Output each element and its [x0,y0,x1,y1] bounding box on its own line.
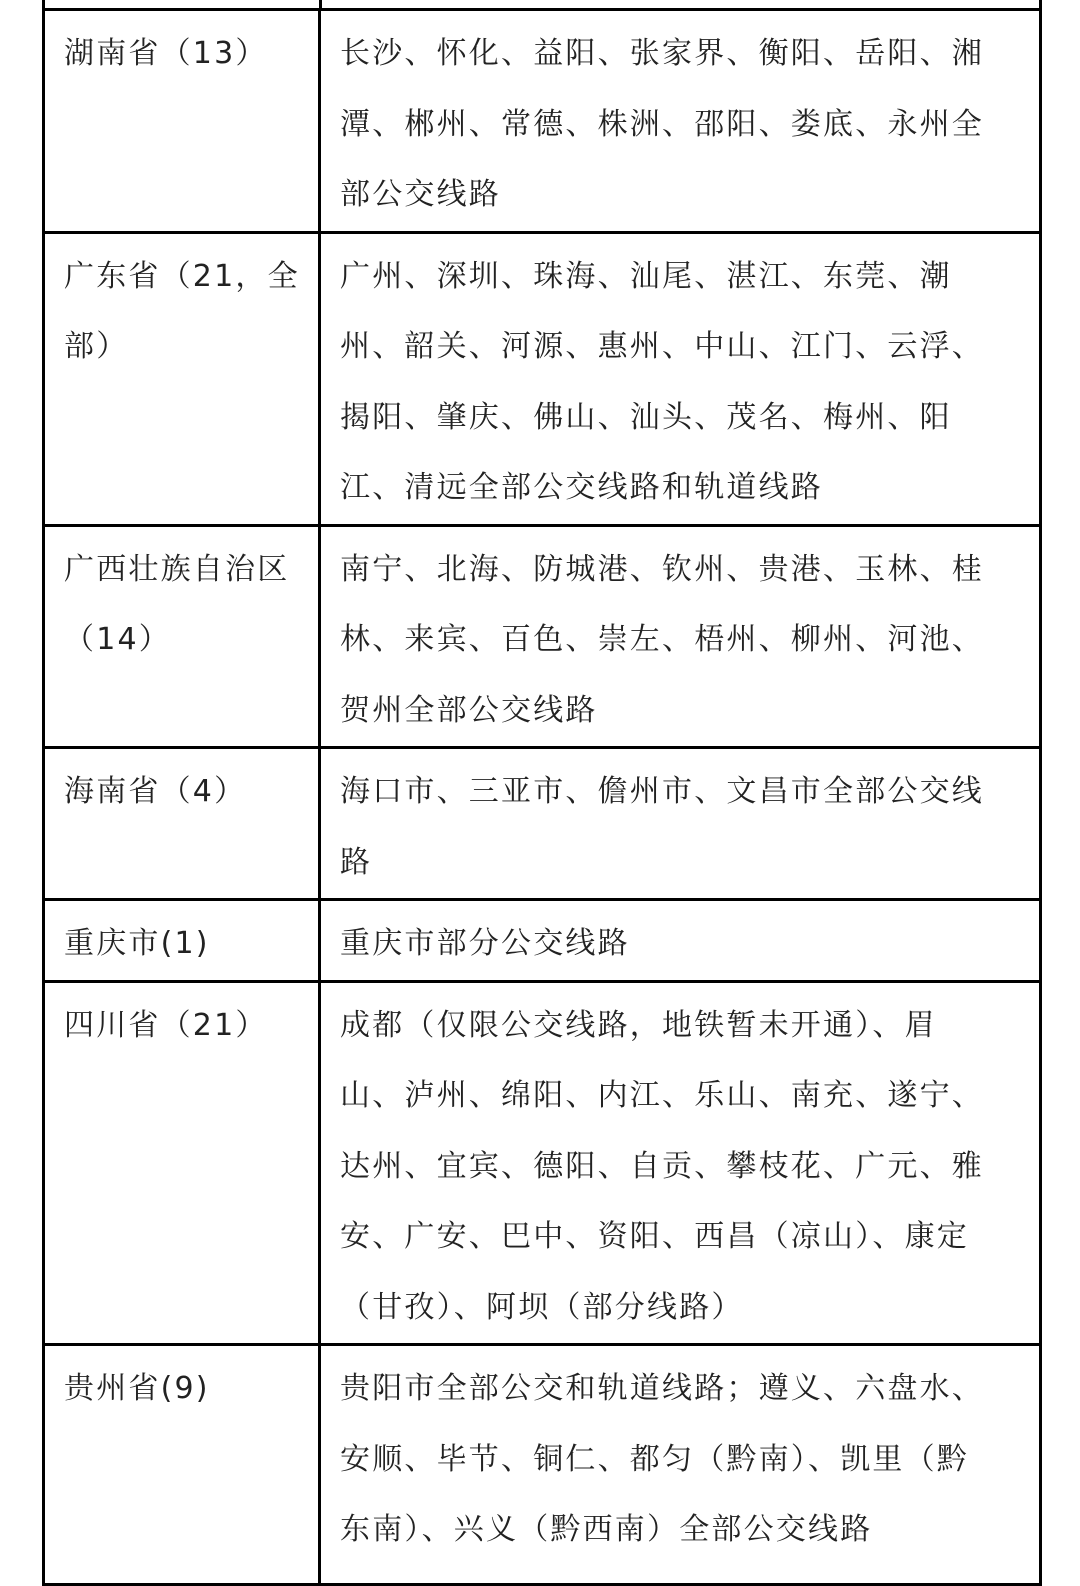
province-cell: 四川省（21） [44,981,320,1345]
province-cell: 广西壮族自治区（14） [44,525,320,748]
cities-cell: 南宁、北海、防城港、钦州、贵港、玉林、桂林、来宾、百色、崇左、梧州、柳州、河池、贺州全部公交线路 [320,525,1041,748]
cities-cell: 成都（仅限公交线路，地铁暂未开通）、眉山、泸州、绵阳、内江、乐山、南充、遂宁、达州、宜宾、德阳、自贡、攀枝花、广元、雅安、广安、巴中、资阳、西昌（凉山）、康定（甘孜）、阿坝（部分线路） [320,981,1041,1345]
cities-cell: 重庆市部分公交线路 [320,900,1041,982]
province-cell: 重庆市(1) [44,900,320,982]
province-cell: 贵州省(9) [44,1345,320,1585]
cities-cell: 广州、深圳、珠海、汕尾、湛江、东莞、潮州、韶关、河源、惠州、中山、江门、云浮、揭阳、肇庆、佛山、汕头、茂名、梅州、阳江、清远全部公交线路和轨道线路 [320,232,1041,525]
coverage-table [42,8,1042,1586]
table-row [44,1345,1041,1585]
province-cell: 湖南省（13） [44,10,320,233]
cities-cell: 海口市、三亚市、儋州市、文昌市全部公交线路 [320,748,1041,900]
table-row [44,981,1041,1345]
province-cell: 广东省（21，全部） [44,232,320,525]
table-row [44,232,1041,525]
table-row [44,900,1041,982]
table-top-edge [42,0,1042,8]
province-cell: 海南省（4） [44,748,320,900]
cities-cell: 贵阳市全部公交和轨道线路；遵义、六盘水、安顺、毕节、铜仁、都匀（黔南）、凯里（黔东南）、兴义（黔西南）全部公交线路 [320,1345,1041,1585]
table-row [44,10,1041,233]
cities-cell: 长沙、怀化、益阳、张家界、衡阳、岳阳、湘潭、郴州、常德、株洲、邵阳、娄底、永州全部公交线路 [320,10,1041,233]
table-row [44,525,1041,748]
table-row [44,748,1041,900]
column-divider [319,0,322,8]
transit-coverage-table [42,0,1042,1547]
